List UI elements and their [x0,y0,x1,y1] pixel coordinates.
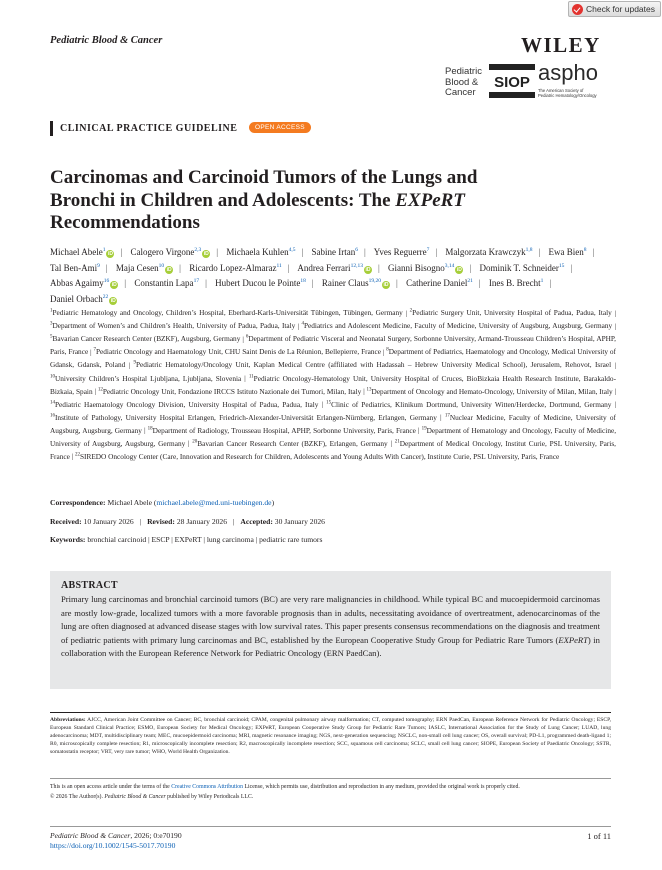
affiliation [301,321,612,330]
author[interactable] [50,263,100,273]
pbc-logo [445,67,482,99]
check-updates-icon [572,4,583,15]
affiliations: $^1$Pediatric Hematology and Oncology, Children’s Hospital, Eberhard-Karls-Universität Tübingen, Tübingen, Germany | $^2$Pediatric Surgery Unit, University Hospital of Padua, Padua, Italy | $^3$Department of Women’s and Children’s Health, University of Padua, Padua, Italy | $^4$Pediatrics and Adolescent Medicine, Faculty of Medicine, University of Augsburg, Augsburg, Germany | $^5$Bavarian Cancer Research Center (BZKF), Augsburg, Germany | $^6$Department of Pediatric Visceral and Neonatal Surgery, Sorbonne University, Armand-Trousseau Children’s Hospital, APHP, Paris, France | $^7$Pediatric Oncology and Haematology Unit, CHU Saint Denis de La Réunion, Bellepierre, France | $^8$Department of Pediatrics, Haematology and Oncology, Medical University of Gdansk, Gdansk, Poland | $^9$Pediatric Hematology/Oncology Unit, Kaplan Medical Centre (affiliated with Hadassah – Hebrew University Medical School), Jerusalem, Rehovot, Israel | $^{10}$University Children’s Hospital Ljubljana, Ljubljana, Slovenia | $^{11}$Pediatric Oncology-Hematology Unit, University Hospital of Cruces, BioBizkaia Health Research Institute, Barakaldo-Bizkaia, Spain | $^{12}$Pediatric Oncology Unit, Fondazione IRCCS Istituto Nazionale dei Tumori, Milan, Italy | $^{13}$Department of Oncology and Hemato-Oncology, University of Milan, Milan, Italy | $^{14}$Pediatric Haematology Oncology Division, University Hospital of Padua, Padua, Italy | $^{15}$Clinic of Pediatrics, Klinikum Dortmund, University Witten/Herdecke, Dortmund, Germany | $^{16}$Institute of Pathology, University Hospital Erlangen, Friedrich-Alexander-Universität Erlangen-Nürnberg, Erlangen, Germany | $^{17}$Nuclear Medicine, Faculty of Medicine, University of Augsburg, Augsburg, Germany | $^{18}$Department of Radiology, Trousseau Hospital, APHP, Sorbonne University, Paris, France | $^{19}$Department of Hematology and Oncology, Faculty of Medicine, University of Augsburg, Augsburg, Germany | $^{20}$Bavarian Cancer Research Center (BZKF), Erlangen, Germany | $^{21}$Department of Medical Oncology, Institut Curie, PSL University, Paris, France | $^{22}$SIREDO Oncology Center (Care, Innovation and Research for Children, Adolescents and Young Adults With Cancer), Institute Curie, PSL University, Paris, France [50,308,617,461]
aspho-subtitle [538,88,597,98]
orcid-icon[interactable]: iD [110,298,116,305]
affiliation [50,321,295,330]
author-affiliation-ref: 16 [103,278,110,285]
affiliation-number: 22 [74,452,80,458]
author-affiliation-ref: 7 [426,247,430,253]
author-name: Michael Abele [50,247,103,257]
author[interactable] [549,247,587,257]
pbc-logo-line: Blood & [445,76,479,88]
title-line-1: Carcinomas and Carcinoid Tumors of the Lungs and [50,167,478,188]
page-number: 1 of 11 [587,831,611,841]
affiliation [50,334,240,343]
affiliation-number: 16 [50,413,55,419]
author-separator: | [124,278,127,289]
author-affiliation-ref: 18 [300,278,306,285]
affiliation-text: Department of Women’s and Children’s Health, University of Padua, Padua, Italy [52,321,296,331]
author-name: Ewa Bien [548,247,584,257]
abbreviations-label: Abbreviations: [50,717,86,723]
affiliation-text: Pediatric Hematology and Oncology, Children’s Hospital, Eberhard-Karls-Universität Tübingen, Tübingen, Germany [52,308,403,318]
affiliation-text: Bavarian Cancer Research Center (BZKF), Erlangen, Germany [197,438,388,448]
author-separator: | [301,247,304,257]
affiliation-text: Pediatric Oncology Unit, Fondazione IRCCS Istituto Nazionale dei Tumori, Milan, Italy [102,386,362,396]
affiliation-number: 5 [50,335,53,341]
affiliation [98,387,362,396]
author-separator: | [570,262,573,273]
author-affiliation-ref: 21 [467,278,473,285]
open-access-badge[interactable]: OPEN ACCESS [249,122,311,133]
pbc-logo-line: Pediatric [445,66,482,77]
author[interactable] [374,247,430,257]
affiliation-number: 4 [301,322,304,328]
affiliation-text: Pediatrics and Adolescent Medicine, Faculty of Medicine, University of Augsburg, Augsburg, Germany [303,321,613,331]
orcid-icon[interactable]: iD [107,251,113,257]
author[interactable] [489,278,544,288]
author-separator: | [478,278,481,289]
author[interactable] [406,278,473,288]
author-separator: | [287,262,290,273]
footer-divider [50,826,611,827]
author-affiliation-ref: 1 [540,278,544,285]
affiliation-text: Department of Pediatric Visceral and Neonatal Surgery, Sorbonne University, Armand-Trousseau Children’s Hospital, APHP, Paris, France [50,334,616,357]
author-name: Catherine Daniel [406,278,468,289]
affiliation-text: Nuclear Medicine, Faculty of Medicine, University of Augsburg, Augsburg, Germany [50,412,616,435]
author-name: Rainer Claus [321,278,369,289]
author-separator: | [549,278,552,289]
siop-seal-text: SIOP [494,74,530,91]
affiliation-text: Pediatric Oncology-Hematology Unit, University Hospital of Cruces, BioBizkaia Health Research Institute, Barakaldo-Bizkaia, Spain [50,373,616,396]
title-line-2: Bronchi in Children and Adolescents: The [50,189,396,211]
author-name: Constantin Lapa [134,278,194,289]
author-affiliation-ref: 10 [158,262,165,269]
author-separator: | [592,247,595,257]
affiliation-text: Institute of Pathology, University Hospital Erlangen, Friedrich-Alexander-Universität Erlangen-Nürnberg, Erlangen, Germany [55,412,437,422]
affiliation-text: Pediatric Haematology Oncology Division, University Hospital of Padua, Padua, Italy [55,399,319,409]
author[interactable] [388,263,463,273]
author-separator: | [435,247,438,257]
footer-citation [50,831,182,851]
keywords-label: Keywords: [50,535,86,544]
author-name: Gianni Bisogno [388,262,445,273]
doi-link[interactable]: https://doi.org/10.1002/1545-5017.70190 [50,841,176,850]
affiliation-text: Bavarian Cancer Research Center (BZKF), Augsburg, Germany [52,334,241,344]
author-separator: | [205,278,207,289]
affiliation-text: Department of Radiology, Trousseau Hospital, APHP, Sorbonne University, Paris, France [152,425,416,435]
author-affiliation-ref: 11 [276,262,282,269]
affiliation [410,308,612,317]
abstract-text [61,593,600,661]
affiliation [50,308,403,317]
author[interactable] [312,247,358,257]
keywords [50,535,322,545]
affiliation-text: University Children’s Hospital Ljubljana, Ljubljana, Slovenia [55,373,242,383]
author-separator: | [216,247,219,257]
abstract-expert: EXPeRT [558,634,588,645]
author-affiliation-ref: 6 [355,247,359,253]
author-name: Andrea Ferrari [297,262,351,273]
author-separator: | [311,278,314,289]
affiliation [326,400,611,409]
author-name: Maja Cesen [115,262,159,273]
correspondence: Correspondence: Michael Abele (michael.abele@med.uni-tuebingen.de) [50,498,275,507]
affiliation-number: 7 [93,348,96,354]
orcid-icon[interactable]: iD [203,251,209,257]
check-for-updates-button[interactable] [568,1,661,17]
author[interactable] [479,263,564,273]
section-label: CLINICAL PRACTICE GUIDELINE [60,123,238,134]
pbc-logo-line: Cancer [445,87,476,98]
orcid-icon[interactable]: iD [166,266,172,273]
affiliation-number: 15 [326,400,332,406]
affiliation-number: 20 [192,439,198,445]
affiliation-number: 11 [248,374,254,380]
abbreviations-text: AJCC, American Joint Committee on Cancer; BC, bronchial carcinoid; CPAM, congenital pulmonary airway malformation; CT, computed tomography; ERN PaedCan, European Reference Network for Pediatric Oncology; ESCP, European Standard Clinical Practice; ESMO, European Society for Medical Oncology; EXPeRT, European Cooperative Study Group for Pediatric Rare Tumors; IASLC, International Association for the Study of Lung Cancer; LUAD, lung adenocarcinoma; MDT, multidisciplinary team; MEC, mucoepidermoid carcinoma; MRI, magnetic resonance imaging; NGS, next-generation sequencing; NSCLC, non-small cell lung cancer; OS, overall survival; PD-L1, programmed death-ligand 1; R0, microscopically complete resection; R1, microscopically incomplete resection; R2, macroscopically incomplete resection; SCC, squamous cell carcinoma; SCLC, small cell lung cancer; SIOPE, European Society of Paediatric Oncology; SSTR, somatostatin receptor; VRT, very rare tumor; WHO, World Health Organization. [50,717,611,755]
orcid-icon[interactable]: iD [456,266,462,273]
divider [50,712,611,713]
author-separator: | [120,247,123,257]
citation-line [50,831,182,841]
affiliation [192,439,387,448]
author-affiliation-ref: 15 [558,262,565,269]
correspondence-name: Michael Abele [107,498,152,507]
copyright [50,792,611,802]
received-label: Received: [50,517,82,526]
author-list [50,244,620,307]
accepted-label: Accepted: [240,517,273,526]
copyright-pre: © 2026 The Author(s). [50,794,105,800]
affiliation-number: 18 [147,426,153,432]
affiliation-number: 21 [394,439,400,445]
author-affiliation-ref: 17 [193,278,200,285]
aspho-logo: aspho [538,60,598,85]
license-pre: This is an open access article under the terms of the [50,784,172,790]
creative-commons-link[interactable]: Creative Commons Attribution [171,784,244,790]
author-name: Dominik T. Schneider [479,262,559,273]
author-name: Hubert Ducou le Pointe [215,278,301,289]
license-notice [50,782,611,802]
affiliation-number: 12 [97,387,103,393]
author-separator: | [538,247,541,257]
author-affiliation-ref: 8 [583,247,587,253]
revised-date: 28 January 2026 [176,517,228,526]
author-name: Malgorzata Krawczyk [445,247,526,257]
author-separator: | [377,262,380,273]
abstract-heading: ABSTRACT [61,580,118,591]
title-line-3: Recommendations [50,212,200,233]
author[interactable] [226,247,295,257]
article-title [50,167,550,235]
citation-journal: Pediatric Blood & Cancer [50,831,131,840]
accepted-date: 30 January 2026 [274,517,325,526]
affiliation-text: Department of Pediatrics, Haematology and Oncology, Medical University of Gdansk, Gdansk, Poland [50,347,616,370]
wiley-logo: WILEY [521,33,601,57]
revised-label: Revised: [147,517,175,526]
author[interactable] [297,263,372,273]
author-separator: | [179,262,181,273]
affiliation-text: Department of Oncology and Hemato-Oncology, University of Milan, Milan, Italy [371,386,613,396]
orcid-icon[interactable]: iD [383,282,389,289]
affiliation-number: 17 [444,413,450,419]
author-name: Ricardo Lopez-Almaraz [189,262,277,273]
affiliation-number: 19 [421,426,427,432]
author-separator: | [105,262,108,273]
author-affiliation-ref: 4,5 [288,247,296,253]
affiliation [93,347,381,356]
affiliation [50,374,241,383]
affiliation-number: 3 [50,322,53,328]
affiliation [75,452,559,461]
author[interactable] [322,278,390,288]
author[interactable] [131,247,211,257]
license-text [50,782,611,792]
correspondence-email-link[interactable]: michael.abele@med.uni-tuebingen.de [156,498,272,507]
abbreviations [50,717,611,757]
author-affiliation-ref: 9 [97,262,100,269]
affiliation-number: 8 [386,348,389,354]
author-affiliation-ref: 19,20 [368,278,382,285]
author-name: Michaela Kuhlen [226,247,289,257]
author-separator: | [364,247,366,257]
affiliation-text: Department of Hematology and Oncology, Faculty of Medicine, University of Augsburg, Augsburg, Germany [50,425,617,448]
affiliation-number: 2 [409,309,413,314]
divider [50,778,611,779]
aspho-sub-line: The American Society of [538,88,584,93]
copyright-post: published by Wiley Periodicals LLC. [165,794,254,800]
author-affiliation-ref: 2,3 [194,247,202,253]
author-name: Ines B. Brecht [488,278,541,289]
affiliation [367,387,613,396]
author[interactable] [50,247,114,257]
siop-seal-icon [488,63,536,99]
affiliation-number: 9 [133,361,136,367]
correspondence-label: Correspondence: [50,498,106,507]
abstract-text-end: ) in collaboration with the European Reference Network for Pediatric Oncology (ERN PaedCan). [61,634,600,659]
author-affiliation-ref: 1,8 [525,247,533,253]
received-date: 10 January 2026 [83,517,134,526]
affiliation-text: SIREDO Oncology Center (Care, Innovation and Research for Children, Adolescents and Young Adults With Cancer), Institute Curie, PSL University, Paris, France [79,451,560,461]
author-affiliation-ref: 12,13 [350,262,363,269]
author-name: Daniel Orbach [50,294,103,305]
author[interactable] [50,294,117,304]
affiliation [148,426,416,435]
check-updates-label: Check for updates [586,4,655,14]
author-separator: | [396,278,398,289]
author[interactable] [50,278,118,288]
author[interactable] [445,247,532,257]
affiliation-text: Department of Medical Oncology, Institut Curie, PSL University, Paris, France [50,438,616,461]
affiliation-text: Pediatric Surgery Unit, University Hospital of Padua, Padua, Italy [412,308,612,318]
author[interactable] [215,278,306,288]
author-name: Sabine Irtan [311,247,356,257]
affiliation [50,413,437,422]
article-dates: Received: 10 January 2026 | Revised: 28 January 2026 | Accepted: 30 January 2026 [50,517,325,526]
author[interactable] [134,278,199,288]
author-name: Calogero Virgone [130,247,195,257]
section-bar [50,121,53,136]
affiliation [133,360,611,369]
keywords-text: bronchial carcinoid | ESCP | EXPeRT | lung carcinoma | pediatric rare tumors [87,535,323,544]
author-name: Tal Ben-Ami [50,262,98,273]
license-post: License, which permits use, distribution and reproduction in any medium, provided the original work is properly cited. [243,784,520,790]
affiliation-number: 6 [245,335,249,341]
affiliation-number: 1 [50,309,53,314]
author-separator: | [469,262,472,273]
journal-title: Pediatric Blood & Cancer [50,35,163,46]
author-affiliation-ref: 3,14 [444,262,455,269]
affiliation-number: 13 [366,387,372,393]
affiliation-number: 14 [50,400,55,406]
copyright-journal: Pediatric Blood & Cancer [104,794,166,800]
author-name: Yves Reguerre [373,247,427,257]
affiliation-text: Pediatric Hematology/Oncology Unit, Kaplan Medical Centre (affiliated with Hadassah – Hebrew University Medical School), Jerusalem, Rehovot, Israel [135,360,612,370]
orcid-icon[interactable]: iD [111,282,117,289]
author-affiliation-ref: 1 [102,247,106,253]
affiliation-text: Pediatric Oncology and Haematology Unit, CHU Saint Denis de La Réunion, Bellepierre, France [95,347,381,357]
author[interactable] [189,263,282,273]
affiliation [50,400,318,409]
citation-rest: , 2026; 0:e70190 [130,831,182,840]
orcid-icon[interactable]: iD [365,266,371,273]
aspho-sub-line: Pediatric Hematology/Oncology [538,93,597,98]
abstract-box [50,571,611,689]
author-affiliation-ref: 22 [102,294,109,301]
author[interactable] [116,263,173,273]
author-name: Abbas Agaimy [50,278,104,289]
title-expert: EXPeRT [395,189,465,211]
affiliation-text: Clinic of Pediatrics, Klinikum Dortmund, University Witten/Herdecke, Dortmund, Germany [331,399,612,409]
affiliation-number: 10 [50,374,55,380]
abstract-text-main: Primary lung carcinomas and bronchial carcinoid tumors (BC) are very rare malignancies in childhood. While typical BC and mucoepidermoid carcinomas are mostly low-grade, localized tumors with a more favorable prognosis than in adults, necessitating avoidance of overtreatment, adenocarcinomas of the lung are often diagnosed at advanced disease stages with low survival rates. This paper presents consensus recommendations on the diagnosis and treatment of pediatric patients with primary lung carcinomas and BC, established by the European Cooperative Study Group for Pediatric Rare Tumors ( [61,594,600,645]
